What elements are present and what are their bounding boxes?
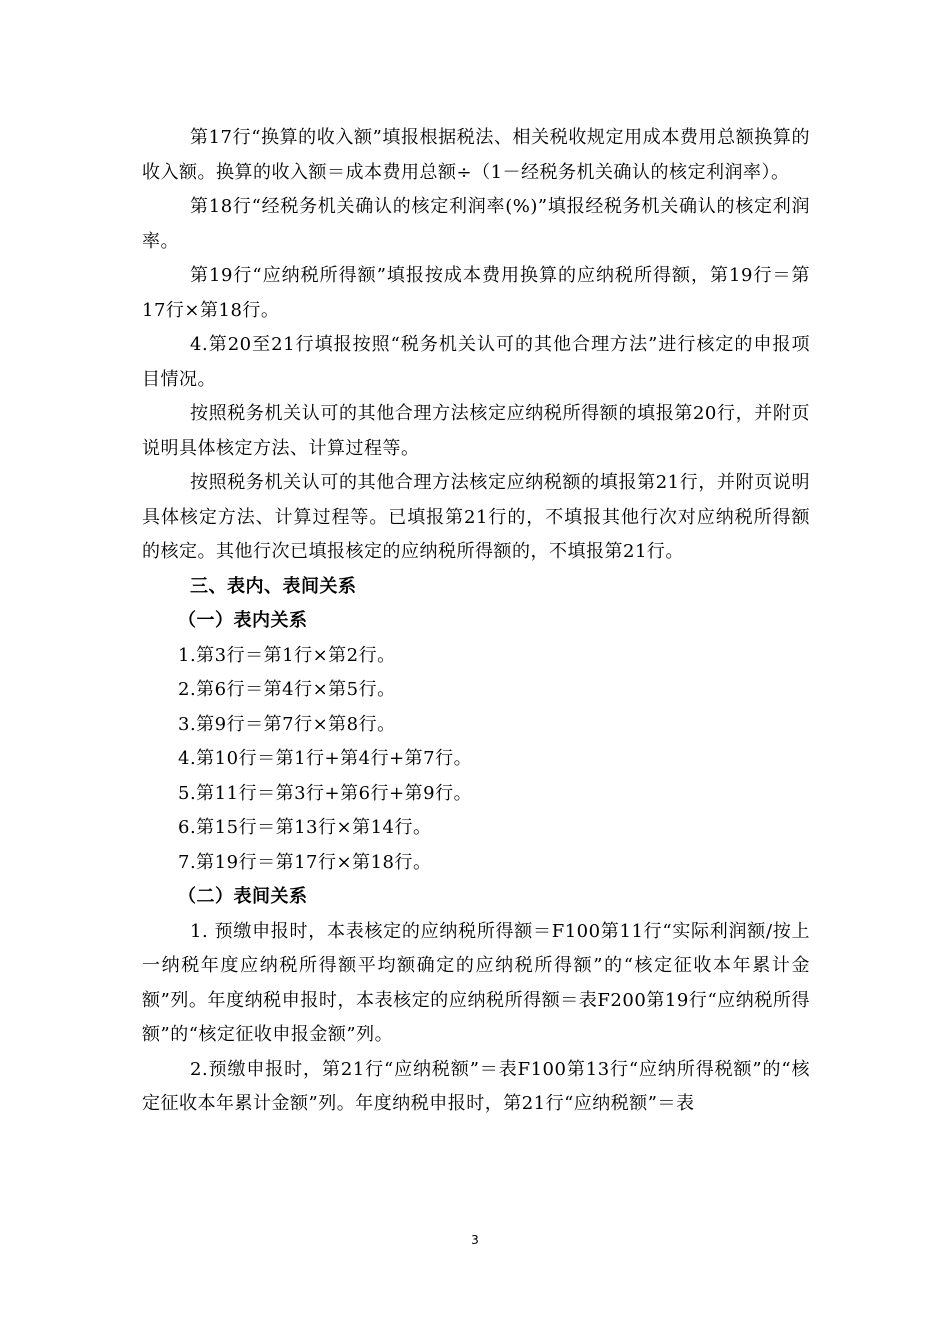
- list-item: 6.第15行＝第13行×第14行。: [178, 817, 432, 838]
- paragraph-row-20: 按照税务机关认可的其他合理方法核定应纳税所得额的填报第20行，并附页说明具体核定方法、计算过程等。: [142, 403, 810, 459]
- list-item: 3.第9行＝第7行×第8行。: [178, 713, 396, 735]
- paragraph-row-21: 按照税务机关认可的其他合理方法核定应纳税额的填报第21行，并附页说明具体核定方法、计算过程等。已填报第21行的，不填报其他行次对应纳税所得额的核定。其他行次已填报核定的应纳税所得额的，不填报第21行。: [142, 472, 810, 562]
- paragraph-row-18: 第18行“经税务机关确认的核定利润率(%)”填报经税务机关确认的核定利润率。: [142, 196, 810, 252]
- paragraph-row-19: 第19行“应纳税所得额”填报按成本费用换算的应纳税所得额，第19行＝第17行×第18行。: [142, 265, 810, 321]
- section-heading: 三、表内、表间关系: [190, 575, 357, 597]
- outer-relation-paragraph: 1. 预缴申报时，本表核定的应纳税所得额＝F100第11行“实际利润额/按上一纳税年度应纳税所得额平均额确定的应纳税所得额”的“核定征收本年累计金额”列。年度纳税申报时，本表核定的应纳税所得额＝表F200第19行“应纳税所得额”的“核定征收申报金额”列。: [142, 920, 810, 1045]
- paragraph-rows-20-21: 4.第20至21行填报按照“税务机关认可的其他合理方法”进行核定的申报项目情况。: [142, 334, 810, 390]
- list-item: 1.第3行＝第1行×第2行。: [178, 644, 396, 666]
- subsection-heading-outer: （二）表间关系: [178, 886, 308, 907]
- subsection-heading-inner: （一）表内关系: [178, 610, 308, 631]
- list-item: 5.第11行＝第3行+第6行+第9行。: [178, 782, 473, 804]
- list-item: 7.第19行＝第17行×第18行。: [178, 851, 432, 873]
- outer-relation-paragraph: 2.预缴申报时，第21行“应纳税额”＝表F100第13行“应纳所得税额”的“核定征收本年累计金额”列。年度纳税申报时，第21行“应纳税额”＝表: [142, 1058, 810, 1114]
- list-item: 4.第10行＝第1行+第4行+第7行。: [178, 748, 473, 769]
- document-body: [142, 121, 810, 1122]
- paragraph-row-17: 第17行“换算的收入额”填报根据税法、相关税收规定用成本费用总额换算的收入额。换算的收入额＝成本费用总额÷（1－经税务机关确认的核定利润率）。: [142, 127, 810, 183]
- page-number: 3: [471, 1233, 479, 1247]
- list-item: 2.第6行＝第4行×第5行。: [178, 679, 396, 700]
